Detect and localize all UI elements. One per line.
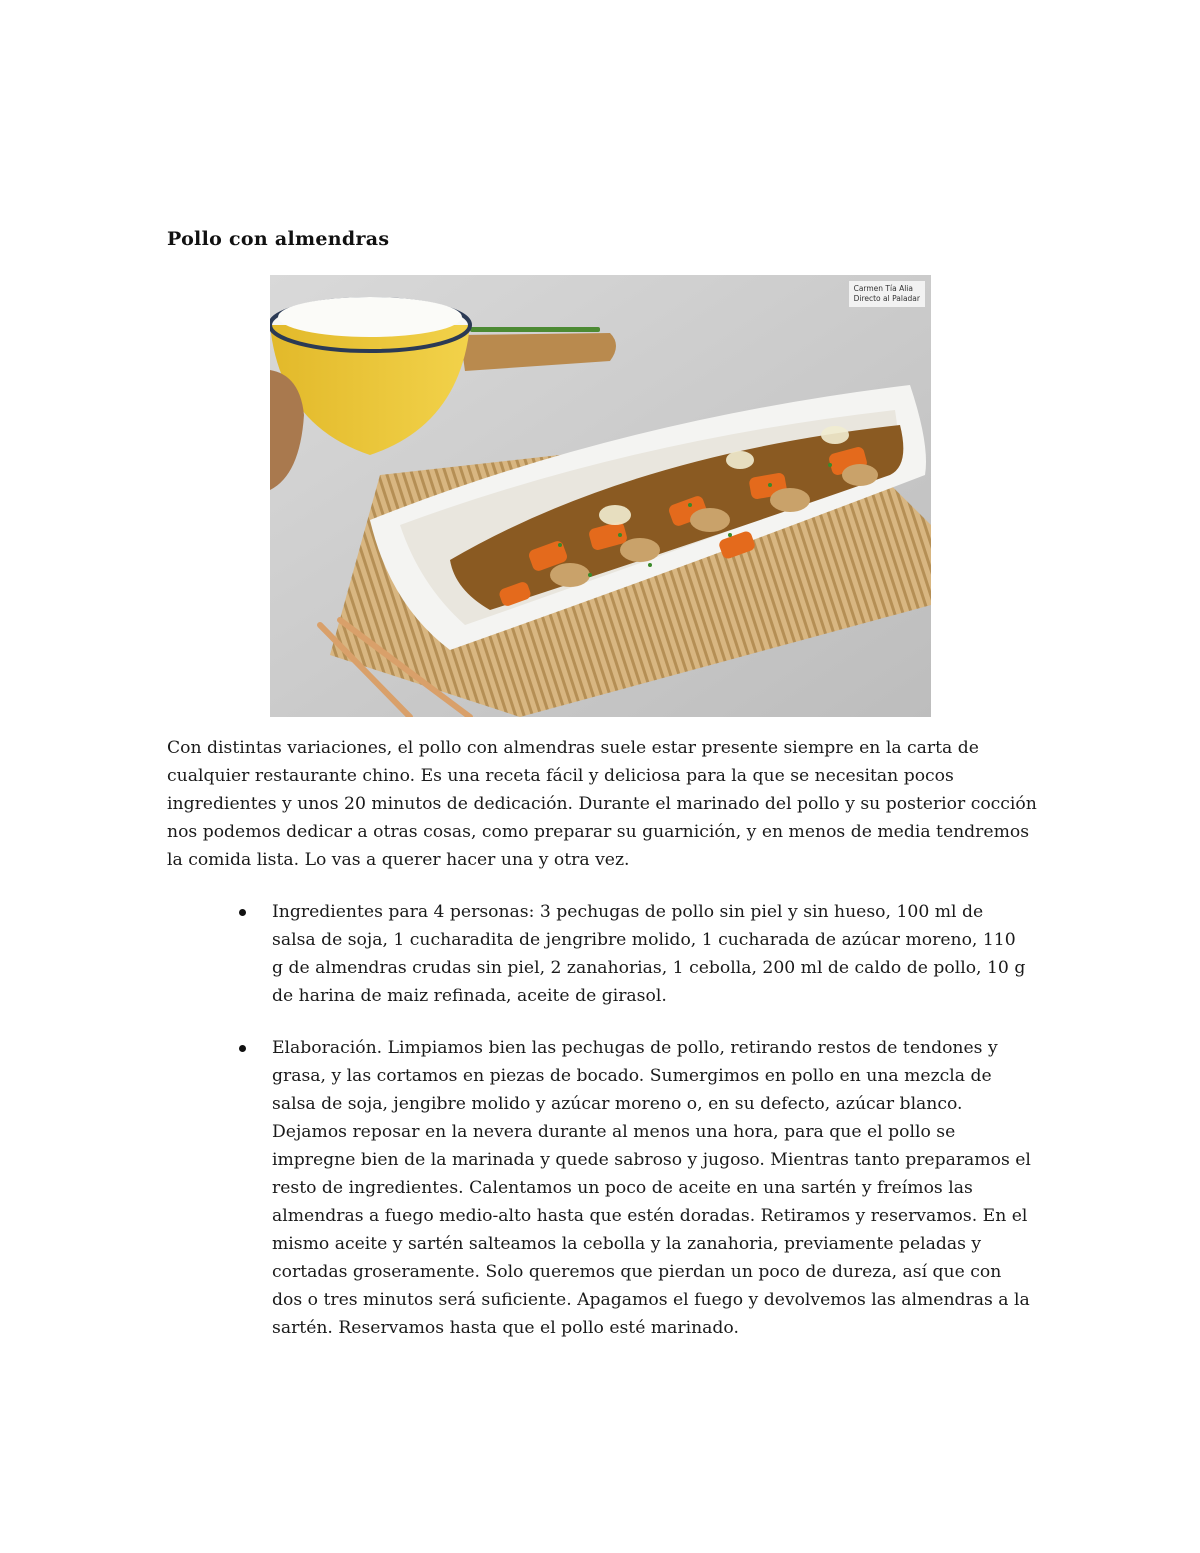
intro-paragraph: Con distintas variaciones, el pollo con almendras suele estar presente siempre en la carta de cualquier restaurante chino. Es una receta fácil y deliciosa para la que se necesitan pocos ingredientes y unos 20 minutos de dedicación. Durante el marinado del pollo y su posterior cocción nos podemos dedicar a otras cosas, como preparar su guarnición, y en menos de media tendremos la comida lista. Lo vas a querer hacer una y otra vez. xyxy=(167,738,1037,870)
dish-illustration xyxy=(270,275,931,717)
bullet-icon xyxy=(239,1045,246,1052)
photo-credit-source: Directo al Paladar xyxy=(853,294,920,303)
bullet-icon xyxy=(239,909,246,916)
list-item-text: Elaboración. Limpiamos bien las pechugas de pollo, retirando restos de tendones y grasa, y las cortamos en piezas de bocado. Sumergimos en pollo en una mezcla de salsa de soja, jengibre molido y azúcar moreno o, en su defecto, azúcar blanco. Dejamos reposar en la nevera durante al menos una hora, para que el pollo se impregne bien de la marinada y quede sabroso y jugoso. Mientras tanto preparamos el resto de ingredientes. Calentamos un poco de aceite en una sartén y freímos las almendras a fuego medio-alto hasta que estén doradas. Retiramos y reservamos. En el mismo aceite y sartén salteamos la cebolla y la zanahoria, previamente peladas y cortadas groseramente. Solo queremos que pierdan un poco de dureza, así que con dos o tres minutos será suficiente. Apagamos el fuego y devolvemos las almendras a la sartén. Reservamos hasta que el pollo esté marinado. xyxy=(272,1038,1031,1338)
list-item-ingredients xyxy=(167,898,1032,1010)
list-item-text: Ingredientes para 4 personas: 3 pechugas de pollo sin piel y sin hueso, 100 ml de salsa de soja, 1 cucharadita de jengribre molido, 1 cucharada de azúcar moreno, 110 g de almendras crudas sin piel, 2 zanahorias, 1 cebolla, 200 ml de caldo de pollo, 10 g de harina de maiz refinada, aceite de girasol. xyxy=(272,902,1026,1006)
recipe-list xyxy=(167,898,1047,1342)
recipe-title: Pollo con almendras xyxy=(167,228,390,250)
photo-credit xyxy=(849,281,925,307)
photo-credit-author: Carmen Tía Alia xyxy=(853,284,913,293)
list-item-preparation xyxy=(167,1034,1032,1342)
recipe-photo xyxy=(270,275,931,717)
